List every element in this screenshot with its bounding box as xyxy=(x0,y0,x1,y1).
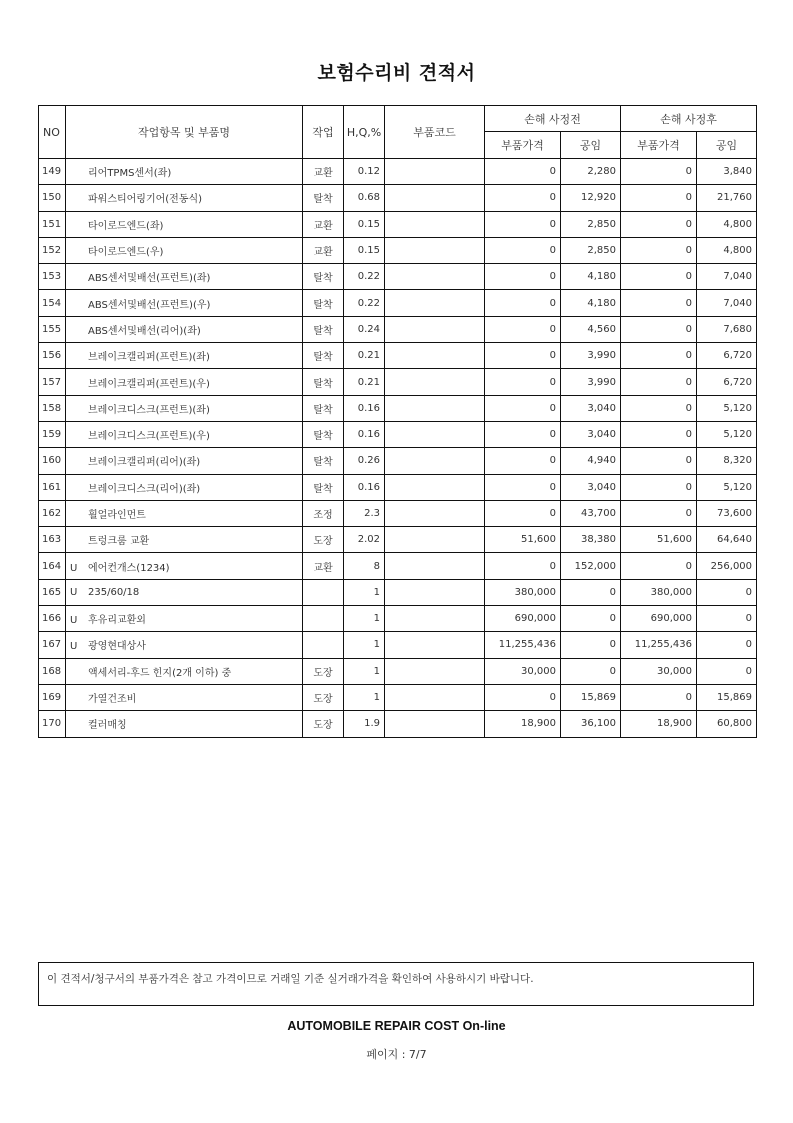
row-before-part-price: 0 xyxy=(485,448,561,474)
row-item-name-text: 브레이크디스크(리어)(좌) xyxy=(88,483,201,495)
row-after-labor: 5,120 xyxy=(697,421,757,447)
row-hq: 0.22 xyxy=(344,290,385,316)
row-work: 탈착 xyxy=(303,421,344,447)
row-after-part-price: 380,000 xyxy=(621,579,697,605)
row-no: 149 xyxy=(39,159,66,185)
row-hq: 1 xyxy=(344,579,385,605)
row-item-name xyxy=(66,711,303,737)
row-item-name-text: 가열건조비 xyxy=(88,694,137,706)
row-before-labor: 0 xyxy=(561,579,621,605)
row-hq: 2.3 xyxy=(344,500,385,526)
row-after-part-price: 0 xyxy=(621,211,697,237)
row-work: 탈착 xyxy=(303,369,344,395)
header-no: NO xyxy=(39,106,66,159)
table-row xyxy=(39,658,757,684)
row-work: 탈착 xyxy=(303,264,344,290)
row-part-code xyxy=(385,553,485,579)
row-no: 163 xyxy=(39,527,66,553)
row-part-code xyxy=(385,290,485,316)
row-before-part-price: 0 xyxy=(485,553,561,579)
row-no: 154 xyxy=(39,290,66,316)
row-part-code xyxy=(385,684,485,710)
row-part-code xyxy=(385,500,485,526)
row-hq: 0.26 xyxy=(344,448,385,474)
row-after-labor: 6,720 xyxy=(697,343,757,369)
row-after-labor: 4,800 xyxy=(697,211,757,237)
row-before-labor: 3,990 xyxy=(561,343,621,369)
table-row xyxy=(39,684,757,710)
table-row xyxy=(39,316,757,342)
row-after-labor: 60,800 xyxy=(697,711,757,737)
row-no: 170 xyxy=(39,711,66,737)
row-part-code xyxy=(385,369,485,395)
row-no: 157 xyxy=(39,369,66,395)
row-after-part-price: 11,255,436 xyxy=(621,632,697,658)
row-item-name xyxy=(66,264,303,290)
row-before-part-price: 30,000 xyxy=(485,658,561,684)
table-row xyxy=(39,606,757,632)
row-work: 교환 xyxy=(303,553,344,579)
row-before-part-price: 18,900 xyxy=(485,711,561,737)
row-after-part-price: 0 xyxy=(621,395,697,421)
row-item-name-text: 광영현대상사 xyxy=(88,641,146,653)
header-after-part-price: 부품가격 xyxy=(621,132,697,159)
table-row xyxy=(39,553,757,579)
header-item-name: 작업항목 및 부품명 xyxy=(66,106,303,159)
row-before-labor: 12,920 xyxy=(561,185,621,211)
row-hq: 1 xyxy=(344,606,385,632)
row-item-name xyxy=(66,237,303,263)
row-after-labor: 0 xyxy=(697,606,757,632)
row-part-code xyxy=(385,632,485,658)
row-work: 도장 xyxy=(303,527,344,553)
header-hq: H,Q,% xyxy=(344,106,385,159)
row-no: 152 xyxy=(39,237,66,263)
table-row xyxy=(39,448,757,474)
row-before-labor: 0 xyxy=(561,658,621,684)
row-after-part-price: 0 xyxy=(621,343,697,369)
document-title: 보험수리비 견적서 xyxy=(317,62,476,84)
row-work: 도장 xyxy=(303,684,344,710)
row-after-labor: 5,120 xyxy=(697,474,757,500)
row-hq: 1 xyxy=(344,632,385,658)
header-work: 작업 xyxy=(303,106,344,159)
row-after-labor: 5,120 xyxy=(697,395,757,421)
row-item-name xyxy=(66,632,303,658)
row-item-name-text: 리어TPMS센서(좌) xyxy=(88,168,172,180)
row-item-name-text: ABS센서및배선(프런트)(우) xyxy=(88,299,211,311)
row-after-labor: 7,680 xyxy=(697,316,757,342)
table-row xyxy=(39,237,757,263)
row-no: 169 xyxy=(39,684,66,710)
row-hq: 0.24 xyxy=(344,316,385,342)
row-no: 166 xyxy=(39,606,66,632)
row-before-part-price: 0 xyxy=(485,159,561,185)
row-part-code xyxy=(385,579,485,605)
row-part-code xyxy=(385,527,485,553)
row-part-code xyxy=(385,421,485,447)
row-before-part-price: 0 xyxy=(485,474,561,500)
row-part-code xyxy=(385,211,485,237)
row-item-name xyxy=(66,159,303,185)
row-before-part-price: 0 xyxy=(485,211,561,237)
row-hq: 0.21 xyxy=(344,343,385,369)
row-after-part-price: 0 xyxy=(621,290,697,316)
row-before-part-price: 0 xyxy=(485,185,561,211)
row-work: 교환 xyxy=(303,211,344,237)
row-after-part-price: 0 xyxy=(621,316,697,342)
row-before-labor: 15,869 xyxy=(561,684,621,710)
row-before-part-price: 0 xyxy=(485,500,561,526)
row-hq: 1 xyxy=(344,658,385,684)
row-before-labor: 4,560 xyxy=(561,316,621,342)
row-before-part-price: 690,000 xyxy=(485,606,561,632)
table-row xyxy=(39,711,757,737)
row-no: 160 xyxy=(39,448,66,474)
row-before-labor: 3,040 xyxy=(561,421,621,447)
row-item-name-text: 235/60/18 xyxy=(88,586,140,598)
row-before-labor: 4,940 xyxy=(561,448,621,474)
row-hq: 0.15 xyxy=(344,237,385,263)
row-after-part-price: 51,600 xyxy=(621,527,697,553)
row-after-labor: 7,040 xyxy=(697,290,757,316)
row-after-labor: 7,040 xyxy=(697,264,757,290)
row-item-name-text: 브레이크캘리퍼(프런트)(우) xyxy=(88,378,210,390)
row-no: 164 xyxy=(39,553,66,579)
row-no: 158 xyxy=(39,395,66,421)
row-before-part-price: 0 xyxy=(485,343,561,369)
row-item-name xyxy=(66,474,303,500)
row-item-name-text: ABS센서및배선(리어)(좌) xyxy=(88,325,201,337)
row-after-part-price: 0 xyxy=(621,369,697,395)
row-after-labor: 8,320 xyxy=(697,448,757,474)
row-after-part-price: 0 xyxy=(621,500,697,526)
row-before-part-price: 11,255,436 xyxy=(485,632,561,658)
row-work: 교환 xyxy=(303,159,344,185)
row-after-labor: 6,720 xyxy=(697,369,757,395)
row-item-name-text: 브레이크디스크(프런트)(좌) xyxy=(88,404,210,416)
row-part-code xyxy=(385,711,485,737)
row-no: 153 xyxy=(39,264,66,290)
row-work: 탈착 xyxy=(303,343,344,369)
row-item-name xyxy=(66,343,303,369)
row-part-code xyxy=(385,237,485,263)
row-after-part-price: 18,900 xyxy=(621,711,697,737)
row-after-labor: 0 xyxy=(697,658,757,684)
row-no: 156 xyxy=(39,343,66,369)
row-after-part-price: 30,000 xyxy=(621,658,697,684)
row-item-name-text: 액세서리-후드 힌지(2개 이하) 중 xyxy=(88,667,232,679)
header-part-code: 부품코드 xyxy=(385,106,485,159)
row-item-name-text: 타이로드엔드(좌) xyxy=(88,220,164,232)
row-hq: 0.16 xyxy=(344,474,385,500)
row-part-code xyxy=(385,185,485,211)
row-work: 도장 xyxy=(303,658,344,684)
table-row xyxy=(39,527,757,553)
row-part-code xyxy=(385,316,485,342)
row-after-part-price: 0 xyxy=(621,421,697,447)
row-hq: 0.22 xyxy=(344,264,385,290)
row-hq: 0.16 xyxy=(344,395,385,421)
row-hq: 1.9 xyxy=(344,711,385,737)
row-before-labor: 38,380 xyxy=(561,527,621,553)
row-no: 161 xyxy=(39,474,66,500)
row-item-name-text: 브레이크캘리퍼(리어)(좌) xyxy=(88,457,201,469)
row-hq: 0.15 xyxy=(344,211,385,237)
row-after-labor: 73,600 xyxy=(697,500,757,526)
row-item-name-text: 파워스티어링기어(전동식) xyxy=(88,194,203,206)
row-after-labor: 0 xyxy=(697,632,757,658)
row-hq: 8 xyxy=(344,553,385,579)
row-work: 탈착 xyxy=(303,290,344,316)
row-after-part-price: 690,000 xyxy=(621,606,697,632)
page-number: 페이지 : 7/7 xyxy=(366,1048,427,1061)
table-row xyxy=(39,395,757,421)
table-row xyxy=(39,632,757,658)
table-row xyxy=(39,579,757,605)
row-hq: 0.21 xyxy=(344,369,385,395)
row-no: 168 xyxy=(39,658,66,684)
row-flag: U xyxy=(70,641,78,653)
row-part-code xyxy=(385,658,485,684)
row-before-labor: 36,100 xyxy=(561,711,621,737)
row-before-labor: 2,280 xyxy=(561,159,621,185)
row-no: 155 xyxy=(39,316,66,342)
row-before-labor: 0 xyxy=(561,606,621,632)
table-row xyxy=(39,421,757,447)
row-part-code xyxy=(385,395,485,421)
row-before-labor: 3,040 xyxy=(561,395,621,421)
price-notice: 이 견적서/청구서의 부품가격은 참고 가격이므로 거래일 기준 실거래가격을 확인하여 사용하시기 바랍니다. xyxy=(38,962,754,1006)
table-row xyxy=(39,500,757,526)
row-item-name-text: 브레이크캘리퍼(프런트)(좌) xyxy=(88,352,210,364)
row-after-part-price: 0 xyxy=(621,684,697,710)
row-before-part-price: 0 xyxy=(485,237,561,263)
row-item-name xyxy=(66,395,303,421)
row-before-part-price: 380,000 xyxy=(485,579,561,605)
row-work: 탈착 xyxy=(303,474,344,500)
row-before-part-price: 0 xyxy=(485,316,561,342)
row-before-part-price: 0 xyxy=(485,264,561,290)
row-work: 탈착 xyxy=(303,185,344,211)
row-item-name xyxy=(66,684,303,710)
table-row xyxy=(39,159,757,185)
header-after-assessment: 손해 사정후 xyxy=(621,106,757,132)
table-row xyxy=(39,185,757,211)
row-no: 165 xyxy=(39,579,66,605)
row-after-labor: 3,840 xyxy=(697,159,757,185)
row-work: 교환 xyxy=(303,237,344,263)
row-flag: U xyxy=(70,562,78,574)
row-after-part-price: 0 xyxy=(621,264,697,290)
row-hq: 2.02 xyxy=(344,527,385,553)
brand-footer: AUTOMOBILE REPAIR COST On-line xyxy=(287,1019,506,1033)
row-before-labor: 0 xyxy=(561,632,621,658)
row-work: 탈착 xyxy=(303,395,344,421)
row-item-name xyxy=(66,658,303,684)
row-before-part-price: 0 xyxy=(485,684,561,710)
header-before-labor: 공임 xyxy=(561,132,621,159)
row-no: 167 xyxy=(39,632,66,658)
row-item-name xyxy=(66,527,303,553)
table-row xyxy=(39,290,757,316)
row-work: 탈착 xyxy=(303,316,344,342)
row-item-name-text: 후유리교환외 xyxy=(88,615,146,627)
row-before-labor: 3,040 xyxy=(561,474,621,500)
row-item-name-text: 휠얼라인먼트 xyxy=(88,510,146,521)
row-part-code xyxy=(385,159,485,185)
row-item-name xyxy=(66,316,303,342)
row-no: 162 xyxy=(39,500,66,526)
table-row xyxy=(39,474,757,500)
row-item-name xyxy=(66,553,303,579)
row-part-code xyxy=(385,474,485,500)
row-item-name xyxy=(66,290,303,316)
row-after-labor: 0 xyxy=(697,579,757,605)
row-after-part-price: 0 xyxy=(621,185,697,211)
row-work: 조정 xyxy=(303,500,344,526)
row-no: 150 xyxy=(39,185,66,211)
row-after-part-price: 0 xyxy=(621,474,697,500)
row-item-name xyxy=(66,369,303,395)
row-before-labor: 152,000 xyxy=(561,553,621,579)
row-after-part-price: 0 xyxy=(621,159,697,185)
row-hq: 0.16 xyxy=(344,421,385,447)
row-work xyxy=(303,579,344,605)
row-item-name xyxy=(66,185,303,211)
row-after-labor: 64,640 xyxy=(697,527,757,553)
row-before-labor: 43,700 xyxy=(561,500,621,526)
row-item-name xyxy=(66,211,303,237)
table-row xyxy=(39,369,757,395)
row-item-name xyxy=(66,606,303,632)
row-before-part-price: 0 xyxy=(485,395,561,421)
row-work xyxy=(303,632,344,658)
estimate-table xyxy=(38,105,757,738)
row-part-code xyxy=(385,606,485,632)
row-no: 151 xyxy=(39,211,66,237)
row-item-name-text: 트렁크룸 교환 xyxy=(88,536,150,548)
row-before-labor: 2,850 xyxy=(561,237,621,263)
row-item-name-text: ABS센서및배선(프런트)(좌) xyxy=(88,273,211,285)
row-work: 탈착 xyxy=(303,448,344,474)
row-item-name xyxy=(66,500,303,526)
row-item-name-text: 컬러매칭 xyxy=(88,720,127,732)
row-flag: U xyxy=(70,615,78,627)
row-after-labor: 256,000 xyxy=(697,553,757,579)
row-after-part-price: 0 xyxy=(621,448,697,474)
row-before-part-price: 51,600 xyxy=(485,527,561,553)
row-item-name-text: 타이로드엔드(우) xyxy=(88,247,164,259)
row-item-name xyxy=(66,579,303,605)
row-hq: 0.68 xyxy=(344,185,385,211)
row-before-labor: 3,990 xyxy=(561,369,621,395)
table-row xyxy=(39,343,757,369)
row-hq: 1 xyxy=(344,684,385,710)
header-before-part-price: 부품가격 xyxy=(485,132,561,159)
row-item-name-text: 에어컨개스(1234) xyxy=(88,562,170,574)
header-after-labor: 공임 xyxy=(697,132,757,159)
row-work xyxy=(303,606,344,632)
row-item-name-text: 브레이크디스크(프런트)(우) xyxy=(88,431,210,443)
row-before-labor: 2,850 xyxy=(561,211,621,237)
row-after-labor: 4,800 xyxy=(697,237,757,263)
row-item-name xyxy=(66,448,303,474)
row-hq: 0.12 xyxy=(344,159,385,185)
header-before-assessment: 손해 사정전 xyxy=(485,106,621,132)
row-part-code xyxy=(385,448,485,474)
row-no: 159 xyxy=(39,421,66,447)
row-flag: U xyxy=(70,586,78,598)
row-after-labor: 15,869 xyxy=(697,684,757,710)
row-part-code xyxy=(385,264,485,290)
row-before-part-price: 0 xyxy=(485,421,561,447)
table-row xyxy=(39,211,757,237)
row-item-name xyxy=(66,421,303,447)
row-after-labor: 21,760 xyxy=(697,185,757,211)
row-work: 도장 xyxy=(303,711,344,737)
row-before-labor: 4,180 xyxy=(561,264,621,290)
row-before-part-price: 0 xyxy=(485,290,561,316)
row-after-part-price: 0 xyxy=(621,237,697,263)
row-part-code xyxy=(385,343,485,369)
row-before-part-price: 0 xyxy=(485,369,561,395)
table-row xyxy=(39,264,757,290)
row-after-part-price: 0 xyxy=(621,553,697,579)
row-before-labor: 4,180 xyxy=(561,290,621,316)
